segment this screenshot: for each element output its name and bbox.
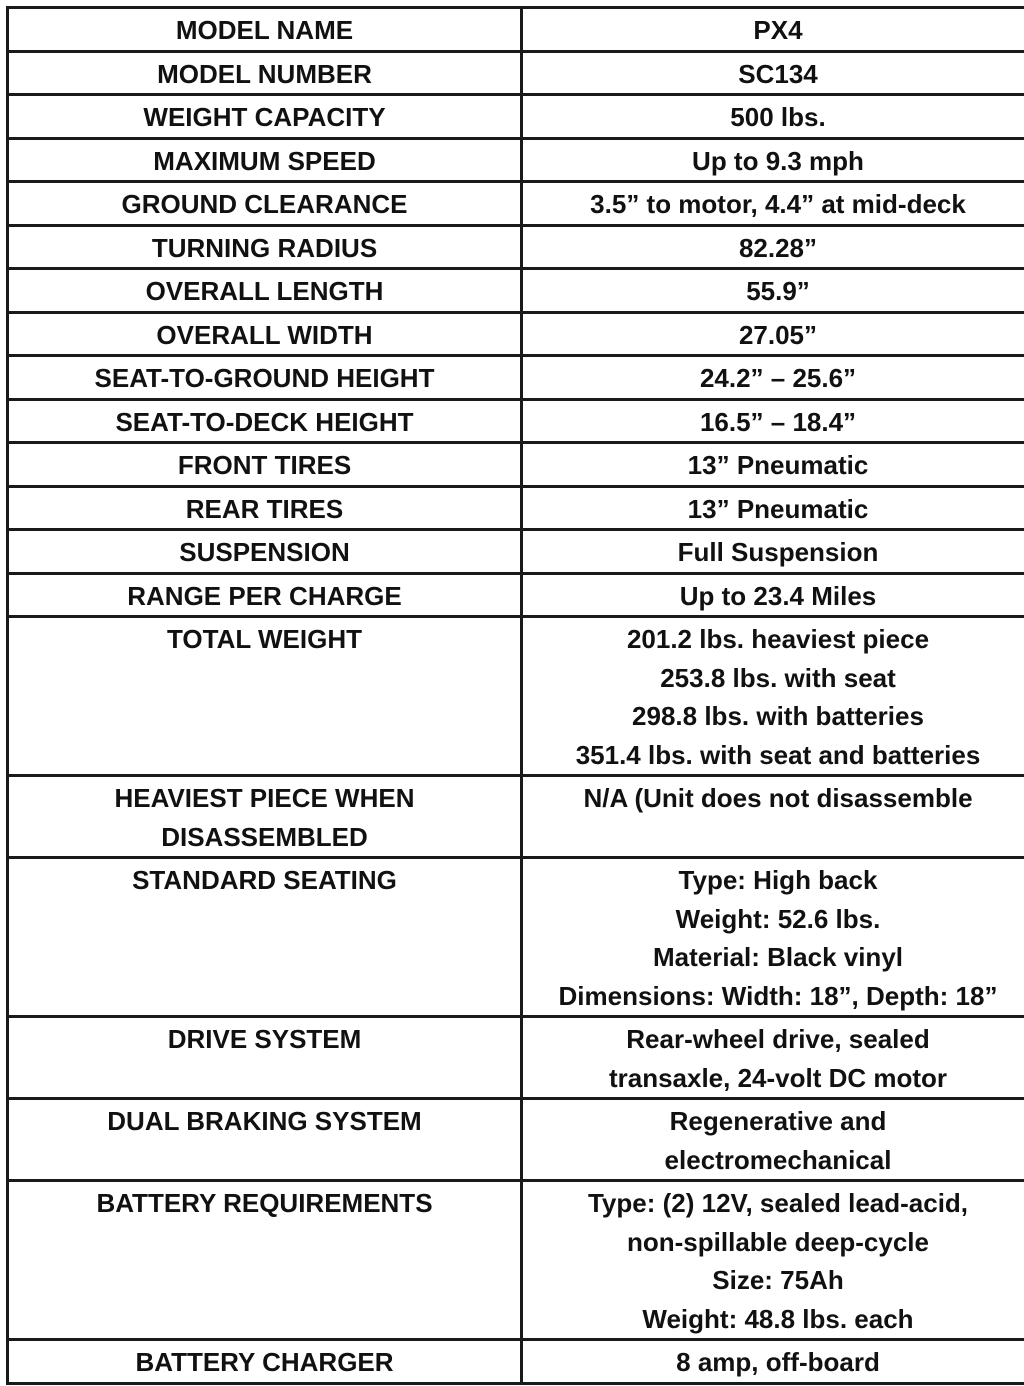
spec-value-cell — [522, 486, 1024, 530]
spec-label-line: SEAT-TO-DECK HEIGHT — [115, 406, 414, 437]
spec-row — [8, 225, 1024, 269]
spec-value-line: 55.9” — [746, 276, 810, 306]
spec-value-cell — [522, 443, 1024, 487]
spec-row — [8, 312, 1024, 356]
spec-row — [8, 443, 1024, 487]
spec-label-cell — [8, 530, 522, 574]
spec-label-cell — [8, 269, 522, 313]
spec-value-line: Type: High back — [678, 865, 878, 895]
spec-value-line: non-spillable deep-cycle — [627, 1226, 929, 1257]
spec-value-line: 8 amp, off-board — [676, 1347, 880, 1377]
spec-value-line: 24.2” – 25.6” — [699, 363, 857, 393]
spec-row — [8, 51, 1024, 95]
spec-value-line: Full Suspension — [677, 537, 879, 567]
spec-value-line: Size: 75Ah — [712, 1265, 844, 1295]
spec-label-line: OVERALL LENGTH — [145, 276, 384, 306]
spec-row — [8, 858, 1024, 1017]
spec-table — [6, 6, 1024, 1385]
spec-row — [8, 486, 1024, 530]
spec-value-cell — [522, 269, 1024, 313]
spec-value-line: electromechanical — [664, 1144, 892, 1175]
spec-label-line: DUAL BRAKING SYSTEM — [107, 1106, 422, 1136]
spec-label-line: SUSPENSION — [179, 537, 350, 567]
spec-value-cell — [522, 225, 1024, 269]
spec-value-line: Up to 23.4 Miles — [679, 580, 877, 611]
spec-label-line: TURNING RADIUS — [151, 232, 378, 263]
spec-value-cell — [522, 182, 1024, 226]
spec-label-line: MODEL NAME — [175, 15, 354, 45]
spec-value-line: 27.05” — [738, 319, 818, 350]
spec-value-cell — [522, 356, 1024, 400]
spec-value-cell — [522, 8, 1024, 52]
spec-row — [8, 95, 1024, 139]
spec-value-line: 351.4 lbs. with seat and batteries — [575, 739, 981, 770]
spec-value-line: SC134 — [738, 58, 818, 89]
spec-value-line: N/A (Unit does not disassemble — [583, 783, 973, 813]
spec-row — [8, 356, 1024, 400]
spec-value-line: Weight: 52.6 lbs. — [675, 903, 881, 934]
spec-label-cell — [8, 443, 522, 487]
spec-value-line: 298.8 lbs. with batteries — [632, 701, 924, 731]
spec-label-cell — [8, 573, 522, 617]
spec-row — [8, 776, 1024, 858]
spec-label-cell — [8, 858, 522, 1017]
spec-value-cell — [522, 573, 1024, 617]
spec-value-cell — [522, 530, 1024, 574]
spec-label-line: MODEL NUMBER — [157, 58, 372, 89]
spec-label-line: DISASSEMBLED — [161, 821, 368, 852]
spec-label-line: TOTAL WEIGHT — [167, 624, 362, 654]
spec-value-cell — [522, 95, 1024, 139]
spec-value-cell — [522, 776, 1024, 858]
spec-value-cell — [522, 1017, 1024, 1099]
spec-value-cell — [522, 138, 1024, 182]
spec-label-cell — [8, 617, 522, 776]
spec-label-cell — [8, 312, 522, 356]
spec-label-cell — [8, 776, 522, 858]
spec-label-cell — [8, 1099, 522, 1181]
spec-label-line: MAXIMUM SPEED — [153, 145, 376, 176]
spec-label-cell — [8, 1340, 522, 1384]
spec-row — [8, 617, 1024, 776]
spec-value-line: 253.8 lbs. with seat — [660, 662, 896, 693]
spec-value-line: 82.28” — [738, 232, 818, 263]
spec-row — [8, 182, 1024, 226]
spec-value-line: Material: Black vinyl — [653, 942, 903, 972]
spec-value-cell — [522, 1340, 1024, 1384]
spec-label-line: DRIVE SYSTEM — [167, 1024, 362, 1054]
spec-label-line: REAR TIRES — [185, 493, 344, 524]
spec-value-line: PX4 — [753, 15, 803, 45]
spec-label-cell — [8, 1017, 522, 1099]
spec-row — [8, 573, 1024, 617]
spec-label-line: SEAT-TO-GROUND HEIGHT — [94, 363, 435, 393]
spec-label-line: RANGE PER CHARGE — [127, 580, 402, 611]
spec-value-line: transaxle, 24-volt DC motor — [608, 1062, 948, 1093]
spec-value-line: Type: (2) 12V, sealed lead-acid, — [587, 1188, 969, 1218]
spec-label-cell — [8, 225, 522, 269]
spec-value-line: 201.2 lbs. heaviest piece — [626, 624, 930, 654]
spec-value-cell — [522, 399, 1024, 443]
spec-value-line: Regenerative and — [669, 1106, 887, 1136]
spec-label-line: GROUND CLEARANCE — [121, 189, 408, 219]
spec-value-line: 16.5” – 18.4” — [699, 406, 857, 437]
spec-value-line: 3.5” to motor, 4.4” at mid-deck — [590, 189, 966, 219]
spec-row — [8, 1099, 1024, 1181]
spec-value-line: 13” Pneumatic — [687, 450, 869, 480]
spec-label-line: OVERALL WIDTH — [156, 319, 373, 350]
spec-label-cell — [8, 8, 522, 52]
spec-label-line: WEIGHT CAPACITY — [143, 102, 386, 132]
spec-value-line: Up to 9.3 mph — [692, 145, 864, 176]
spec-table-body — [8, 8, 1024, 1384]
spec-row — [8, 8, 1024, 52]
spec-value-line: Weight: 48.8 lbs. each — [642, 1303, 914, 1334]
spec-row — [8, 269, 1024, 313]
spec-row — [8, 1017, 1024, 1099]
spec-label-line: HEAVIEST PIECE WHEN — [114, 783, 415, 813]
spec-row — [8, 399, 1024, 443]
spec-label-line: BATTERY REQUIREMENTS — [96, 1188, 433, 1218]
spec-value-cell — [522, 51, 1024, 95]
spec-value-cell — [522, 1181, 1024, 1340]
spec-label-cell — [8, 399, 522, 443]
spec-value-cell — [522, 858, 1024, 1017]
spec-label-cell — [8, 182, 522, 226]
spec-label-cell — [8, 95, 522, 139]
spec-label-line: STANDARD SEATING — [132, 865, 397, 895]
spec-value-cell — [522, 617, 1024, 776]
spec-label-cell — [8, 51, 522, 95]
spec-label-cell — [8, 138, 522, 182]
spec-label-cell — [8, 486, 522, 530]
spec-row — [8, 1181, 1024, 1340]
spec-label-cell — [8, 356, 522, 400]
spec-value-cell — [522, 1099, 1024, 1181]
spec-row — [8, 138, 1024, 182]
spec-value-line: 13” Pneumatic — [687, 493, 869, 524]
spec-label-line: FRONT TIRES — [177, 450, 352, 480]
spec-value-line: Rear-wheel drive, sealed — [626, 1024, 930, 1054]
spec-row — [8, 1340, 1024, 1384]
spec-value-line: 500 lbs. — [730, 102, 826, 132]
spec-row — [8, 530, 1024, 574]
spec-value-cell — [522, 312, 1024, 356]
spec-label-cell — [8, 1181, 522, 1340]
spec-value-line: Dimensions: Width: 18”, Depth: 18” — [558, 980, 998, 1011]
spec-label-line: BATTERY CHARGER — [135, 1347, 394, 1377]
